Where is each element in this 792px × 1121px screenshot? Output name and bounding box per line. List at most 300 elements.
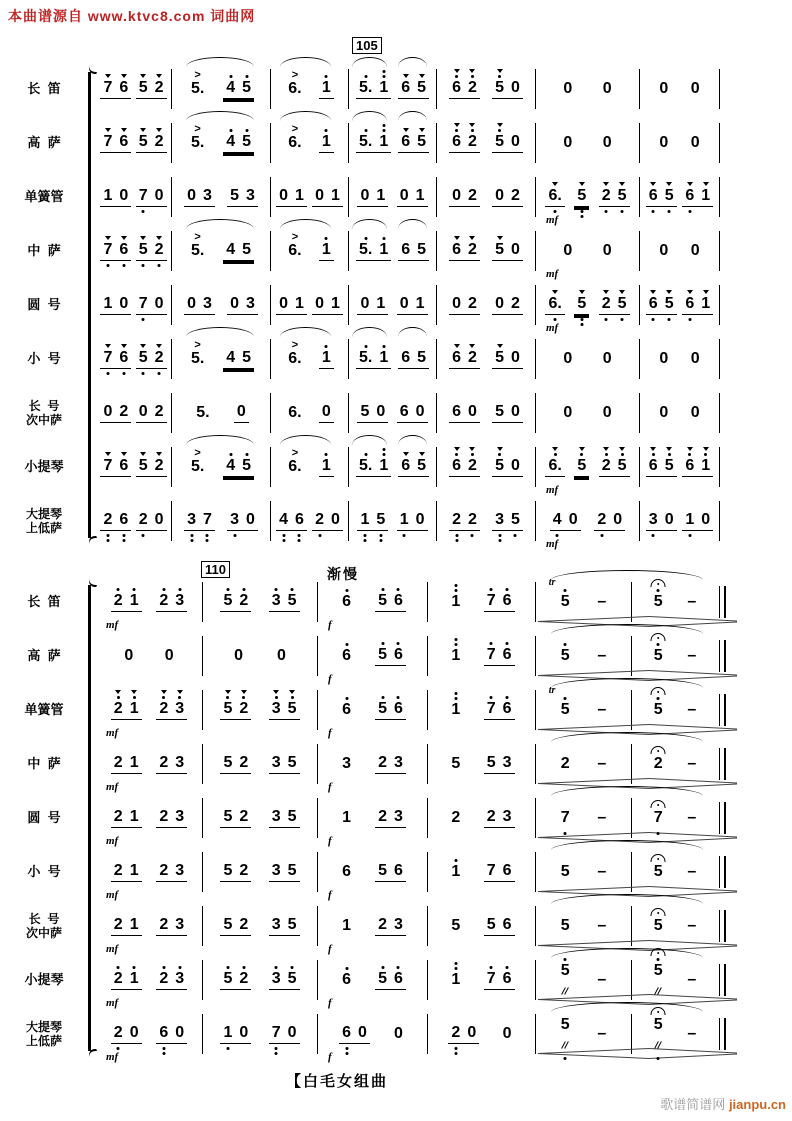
note-digit: 1 [379, 133, 389, 150]
note [239, 916, 248, 934]
site-domain[interactable]: jianpu.cn [728, 1097, 786, 1112]
below-marks [454, 1046, 457, 1056]
above-marks [364, 128, 367, 133]
note-digit: – [687, 592, 697, 610]
note-group [188, 68, 207, 99]
score-system [0, 38, 792, 550]
octave-dot-below [142, 318, 145, 321]
staccato-mark [469, 236, 475, 240]
note-digit: 6 [295, 511, 304, 528]
measure [96, 906, 203, 955]
note-digit: 0 [701, 511, 711, 528]
note [190, 68, 205, 98]
note-group [449, 295, 480, 315]
note-group [448, 1024, 479, 1044]
note-digit: 0 [164, 646, 174, 664]
octave-dot [455, 453, 458, 456]
note [511, 511, 520, 529]
note [139, 241, 148, 259]
note-group [449, 349, 480, 369]
measure [640, 231, 720, 271]
note [654, 755, 663, 773]
measure [96, 447, 172, 487]
note [279, 511, 288, 529]
octave-dot-below [688, 210, 691, 213]
note [649, 511, 658, 529]
final-barline [719, 640, 726, 672]
note-group [684, 593, 699, 612]
note [468, 457, 477, 475]
octave-dot [454, 692, 457, 695]
note-group [684, 1025, 699, 1044]
measure [437, 339, 536, 379]
note [503, 862, 512, 880]
above-marks [226, 587, 229, 592]
staccato-mark [497, 236, 503, 240]
note [503, 916, 512, 934]
note [503, 700, 512, 718]
note-digit: 3 [271, 808, 281, 825]
staccato-mark [156, 452, 162, 456]
note [468, 187, 477, 205]
measure [203, 1014, 318, 1054]
note [451, 755, 460, 773]
note [175, 862, 184, 880]
note-group [397, 295, 428, 315]
note [487, 700, 496, 718]
fermata-mark [651, 746, 666, 754]
note-digit: 4 [552, 511, 562, 528]
note [175, 970, 184, 988]
note [239, 808, 248, 826]
note-group [356, 241, 391, 261]
note [603, 80, 612, 98]
below-marks [688, 533, 691, 538]
note-digit: 5 [242, 457, 252, 474]
note-group [111, 970, 142, 990]
above-marks [419, 128, 425, 134]
staff-row [0, 224, 792, 278]
note-group [285, 338, 304, 369]
measure [536, 501, 640, 550]
note [553, 511, 562, 529]
note [237, 403, 246, 421]
octave-dot [454, 859, 457, 862]
note [548, 187, 561, 205]
octave-dot [226, 696, 229, 699]
note-group [357, 403, 388, 423]
staff-row [0, 1007, 792, 1061]
above-marks [397, 965, 400, 970]
staccato-mark [650, 290, 656, 294]
note-digit: 2 [653, 754, 663, 772]
measures [96, 285, 720, 334]
below-marks [122, 371, 125, 376]
note [503, 754, 512, 772]
above-marks [291, 230, 299, 243]
note [665, 295, 674, 313]
note-digit: 2 [468, 511, 477, 528]
staccato-mark [687, 182, 693, 186]
octave-dot [455, 75, 458, 78]
staccato-mark [469, 69, 475, 73]
note-group [285, 446, 304, 477]
note-group [136, 511, 167, 531]
note-digit: 2 [239, 808, 249, 825]
note [159, 970, 168, 988]
staccato-mark [650, 447, 656, 451]
note-digit: 1 [451, 592, 461, 610]
note-digit: 3 [175, 808, 185, 825]
octave-dot-below [652, 534, 655, 537]
above-marks [156, 128, 162, 134]
note-digit: 5 [495, 79, 504, 96]
note-group [356, 349, 391, 369]
fermata-mark [651, 908, 666, 916]
note-group [223, 133, 254, 153]
slur-arc [186, 57, 255, 67]
instrument-label: 高 萨 [27, 648, 61, 663]
measure [271, 285, 349, 325]
note-group [111, 862, 142, 882]
octave-dot [454, 967, 457, 970]
note [331, 511, 340, 529]
octave-dot [668, 453, 671, 456]
measure [203, 690, 318, 730]
measure [96, 393, 172, 433]
note [203, 187, 212, 205]
note [159, 862, 168, 880]
above-marks [454, 344, 460, 350]
note [322, 403, 331, 421]
staccato-mark [552, 290, 558, 294]
note [618, 457, 627, 475]
note [272, 592, 281, 610]
note [597, 971, 606, 989]
below-marks [580, 317, 583, 327]
note [378, 862, 387, 880]
octave-dot [397, 696, 400, 699]
note-digit: – [687, 700, 697, 718]
staccato-mark [687, 290, 693, 294]
note [379, 349, 388, 367]
note-digit: 0 [245, 511, 255, 528]
note-digit: 3 [271, 754, 281, 771]
above-marks [469, 123, 475, 134]
note [561, 755, 570, 773]
note [342, 917, 351, 935]
note [190, 338, 205, 368]
octave-dot [564, 697, 567, 700]
note-digit: 6 [502, 862, 512, 879]
octave-dot [364, 453, 367, 456]
note [119, 511, 128, 529]
note [503, 592, 512, 610]
note-digit: 6 [342, 1024, 351, 1041]
measure [536, 231, 640, 280]
note-digit: 7 [271, 1024, 281, 1041]
note [487, 754, 496, 772]
note-digit: 0 [279, 187, 289, 204]
measure [318, 906, 428, 955]
note-digit: – [597, 754, 607, 772]
above-marks [497, 236, 503, 242]
note [597, 809, 606, 827]
note-group [600, 80, 615, 99]
note-group [188, 446, 207, 477]
staccato-mark [650, 182, 656, 186]
note-group [339, 971, 354, 990]
above-marks [115, 690, 121, 701]
note [114, 592, 123, 610]
note [175, 916, 184, 934]
note-group [375, 862, 406, 882]
note-digit: – [597, 1024, 607, 1042]
above-marks [579, 447, 585, 458]
octave-dot [498, 453, 501, 456]
measures [96, 69, 720, 109]
above-marks [564, 696, 567, 701]
note-group [651, 593, 666, 612]
note [401, 79, 410, 97]
octave-dot-below [668, 318, 671, 321]
note [511, 349, 520, 367]
note [230, 511, 239, 529]
octave-dot-below [600, 534, 603, 537]
above-marks [397, 695, 400, 700]
above-marks [105, 74, 111, 80]
above-marks [687, 182, 693, 188]
note [511, 79, 520, 97]
below-marks [318, 533, 321, 538]
dynamic-marking: f [328, 835, 332, 847]
measure [437, 231, 536, 271]
note-group [599, 295, 630, 315]
measures [96, 576, 718, 631]
note-digit: 5 [378, 862, 387, 879]
dynamic-marking: f [328, 673, 332, 685]
note-digit: 3 [175, 916, 185, 933]
instrument-label: 中 萨 [27, 243, 61, 258]
measure [318, 852, 428, 901]
note-group [449, 457, 480, 477]
measure [428, 744, 536, 784]
note-digit: – [597, 916, 607, 934]
note-group [220, 592, 251, 612]
note [394, 646, 403, 664]
note-digit: 6 [342, 862, 351, 880]
staccato-mark [603, 182, 609, 186]
note-digit: 2 [138, 511, 148, 528]
note-digit: 5 [287, 754, 297, 771]
octave-dot-below [363, 539, 366, 542]
note-digit: 0 [234, 646, 243, 664]
above-marks [469, 344, 475, 350]
note-digit: 1 [451, 646, 461, 664]
note [687, 647, 696, 665]
staccato-mark [497, 344, 503, 348]
note-digit: 1 [342, 916, 351, 934]
note-digit: 0 [358, 1024, 367, 1041]
measure [96, 690, 203, 739]
note-digit: 5 [560, 961, 570, 979]
above-marks [650, 182, 656, 188]
octave-dot-below [275, 1052, 278, 1055]
note-group [688, 242, 703, 261]
accent-mark: > [194, 230, 201, 243]
measure [640, 393, 720, 433]
note [315, 295, 324, 313]
note-digit: 1 [321, 457, 331, 474]
octave-dot [325, 129, 328, 132]
note [487, 916, 496, 934]
note-digit: 2 [468, 241, 477, 258]
measures [96, 684, 718, 739]
below-marks [514, 533, 517, 538]
note-group [545, 457, 564, 477]
note-digit: 0 [321, 403, 331, 420]
note [359, 349, 372, 367]
note-digit: 5 [287, 592, 297, 609]
octave-dot [498, 129, 501, 132]
above-marks [140, 74, 146, 80]
below-marks [605, 317, 608, 322]
note [452, 295, 461, 313]
note-digit: 0 [175, 1024, 185, 1041]
note [288, 68, 302, 98]
below-marks [498, 533, 501, 543]
below-marks [652, 209, 655, 214]
note-group [220, 808, 251, 828]
note [701, 457, 710, 475]
note-group [188, 338, 207, 369]
below-marks [379, 533, 382, 543]
note-digit: 5 [560, 916, 570, 934]
octave-dot [454, 638, 457, 641]
note-group [220, 1024, 251, 1044]
note [378, 916, 387, 934]
note-digit: 2 [113, 862, 123, 879]
octave-dot-below [117, 1047, 120, 1050]
octave-dot [454, 643, 457, 646]
note [394, 700, 403, 718]
above-marks [490, 587, 493, 592]
note-group [594, 917, 609, 936]
note-group [223, 241, 254, 261]
note [155, 295, 164, 313]
note [103, 241, 112, 259]
note-digit: 1 [379, 79, 389, 96]
note-group [651, 962, 666, 999]
note-group [156, 700, 187, 720]
below-marks [190, 533, 193, 543]
note-digit: 3 [245, 187, 255, 204]
note-group [285, 404, 304, 423]
octave-dot [275, 588, 278, 591]
note-digit: 0 [287, 1024, 297, 1041]
staff-row [0, 899, 792, 953]
note-digit: 6 [119, 511, 129, 528]
note-group [356, 79, 391, 99]
note-digit: 0 [330, 511, 340, 528]
octave-dot [564, 589, 567, 592]
note-digit: 5 [223, 916, 233, 933]
note [659, 80, 668, 98]
measures [96, 798, 718, 847]
note-digit: 6. [288, 403, 302, 421]
note [613, 511, 622, 529]
note-digit: 3 [175, 700, 185, 717]
above-marks [397, 587, 400, 592]
octave-dot-below [190, 539, 193, 542]
above-marks [382, 236, 385, 241]
above-marks [651, 633, 666, 647]
measure [536, 177, 640, 226]
note-group [111, 1024, 142, 1044]
note-digit: 2 [378, 916, 387, 933]
note-digit: 6 [401, 133, 411, 150]
note [114, 916, 123, 934]
note-group [227, 187, 258, 207]
measure [203, 852, 318, 892]
note-group [276, 295, 307, 315]
dynamic-marking: mf [546, 268, 559, 280]
note-group [484, 970, 515, 990]
note-group [684, 755, 699, 774]
note [495, 403, 504, 421]
slur-arc [352, 57, 387, 67]
note-group [484, 916, 515, 936]
note [359, 79, 372, 97]
measure [172, 447, 271, 487]
octave-dot [382, 129, 385, 132]
note-digit: 6 [452, 79, 462, 96]
note-digit: 0 [154, 511, 164, 528]
octave-dot [657, 589, 660, 592]
note-group [319, 349, 334, 369]
measure [96, 960, 203, 1009]
note [577, 295, 586, 313]
note [503, 1025, 512, 1043]
octave-dot [490, 696, 493, 699]
staccato-mark [666, 182, 672, 186]
note [452, 133, 461, 151]
note-digit: 3 [271, 862, 281, 879]
note [394, 808, 403, 826]
note-digit: 0 [187, 295, 197, 312]
staccato-mark [579, 290, 585, 294]
note-group [184, 511, 215, 531]
octave-dot-below [580, 210, 583, 213]
note-digit: 1 [321, 241, 331, 258]
above-marks [133, 965, 136, 970]
staccato-mark [687, 447, 693, 451]
above-marks [603, 447, 609, 458]
above-marks [156, 452, 162, 458]
note-digit: 7 [103, 241, 113, 258]
above-marks [703, 290, 709, 296]
note [665, 511, 674, 529]
octave-dot-below [580, 215, 583, 218]
note [561, 917, 570, 935]
measure [640, 123, 720, 163]
dynamic-marking: mf [546, 214, 559, 226]
above-marks [564, 642, 567, 647]
measure [640, 69, 720, 109]
octave-dot [471, 129, 474, 132]
measure [271, 501, 349, 541]
note [159, 808, 168, 826]
